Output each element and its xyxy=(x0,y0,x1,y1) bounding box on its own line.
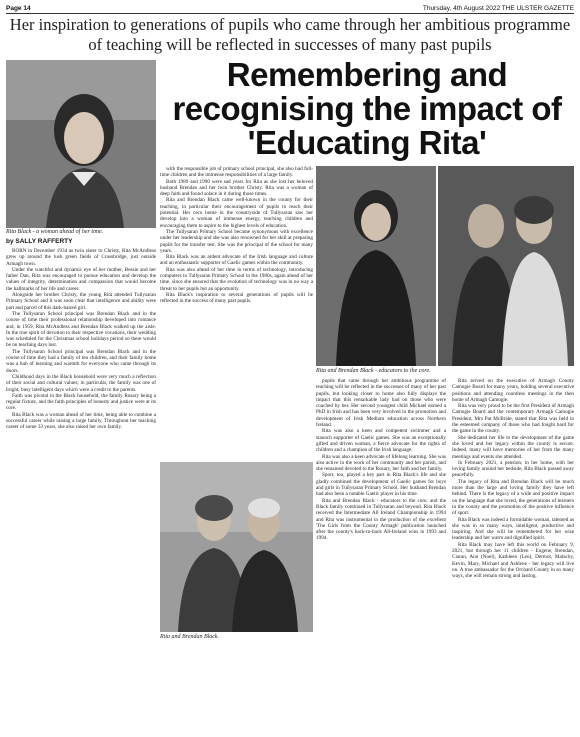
couple-photo xyxy=(160,462,313,632)
paragraph: Rita Black was a woman ahead of her time, being able to combine a successful career while raising a large family. Throughout her teaching career of some 33 years, she also raised her own family. xyxy=(6,411,156,431)
rita-portrait-illustration xyxy=(6,60,156,228)
rita-standing-illustration xyxy=(316,166,436,366)
paragraph: Faith was pivotal in the Black household, the family Rosary being a regular fixture, and the faith principles of honesty and justice were at its core. xyxy=(6,392,156,412)
article-column-4 xyxy=(452,378,574,733)
couple-caption: Rita and Brendan Black. xyxy=(160,634,220,640)
couple-illustration xyxy=(160,462,313,632)
paragraph: Rita Black was an ardent advocate of the Irish language and culture and an enthusiastic supporter of Gaelic games within the community. xyxy=(160,254,313,267)
rita-standing-photo xyxy=(316,166,436,366)
paragraph: Both 1989 and 1990 were sad years for Rita as she lost her beloved husband Brendan and her twin brother Christy. Rita was a woman of deep faith and found solace in it during those times. xyxy=(160,178,313,198)
paragraph: Rita Black's inspiration to several generations of pupils will be reflected in the success of many past pupils. xyxy=(160,291,313,305)
rita-and-brendan-photo xyxy=(438,166,574,366)
byline: by SALLY RAFFERTY xyxy=(6,238,73,245)
paragraph: with the responsible job of primary school principal, she also had full-time children and the immense responsibilities of a large family. xyxy=(160,166,313,179)
paragraph: Sport, too, played a key part in Rita Black's life and she gladly combined the development of Gaelic games for boys and girls in Tullysaran Primary School. Her husband Brendan had also been a notable Gaelic player in his time. xyxy=(316,472,446,498)
paragraph: The Tullysaran School principal was Brendan Black and in the course of time their professional relationship developed into romance and, in 1959, Rita McAndless and Brendan Black walked up the aisle. In the true spirit of devotion to their respective vocations, their wedding was scheduled for the Christmas school holidays period so there would be no teaching days lost. xyxy=(6,310,156,349)
page-number: Page 14 xyxy=(6,4,31,12)
paragraph: Rita and Brendan Black came well-known in the county for their teaching, in particular their encouragement of pupils to reach their potential. Her own home in the countryside of Tullysaran saw her develop into a woman of immense energy, teaching children and encouraging them to aspire to the highest levels of education. xyxy=(160,197,313,229)
paragraph: The Tullysaran Primary School became synonymous with excellence under her leadership and she was also renowned for her skill at preparing pupils for the transfer test. She was the principal of the school for many years. xyxy=(160,228,313,254)
paragraph: In February 2021, a pension, in her home, with her loving family around her bedside, Rita Black passed away peacefully. xyxy=(452,459,574,479)
page-header xyxy=(6,3,574,13)
paragraph: Rita was very proud to be the first President of Armagh Camogie Board and the contemporary Armagh Camogie President, Mrs Pat McBride, stated that Rita was held in the esteemed company of those who had fought hard for the game in the county. xyxy=(452,403,574,435)
rita-portrait-photo xyxy=(6,60,156,228)
paragraph: BORN in December 1934 as twin sister to Christy, Rita McAndless grew up around the lush green fields of Crossbridge, just outside Armagh town. xyxy=(6,248,156,267)
paragraph: She dedicated her life to the development of the game she loved and her legacy within the county is secure. Indeed, many will have memories of her from the many meetings and events she attended. xyxy=(452,434,574,460)
article-column-2b xyxy=(160,644,313,733)
paragraph: Under the watchful and dynamic eye of her mother, Bessie and her father Dan, Rita was encouraged to pursue education and develop the values of integrity, determination and compassion that would become the hallmarks of her life and career. xyxy=(6,266,156,292)
article-column-2 xyxy=(160,166,313,458)
paragraph: Rita was also a keen advocate of lifelong learning. She was also active in the work of her community and her parish, and she remained devoted to the Rosary, her faith and her family. xyxy=(316,453,446,473)
paragraph: Rita and Brendan Black - educators to the core, and the Black family continued in Tullysaran and beyond. Rita Black received the Intermediate All Ireland Championship in 1994 and Rita was instrumental in the production of the excellent 'The Girls from the County Armagh' publication launched after the county's back-to-back All-Ireland wins in 1993 and 1994. xyxy=(316,497,446,542)
paragraph: pupils that came through her ambitious programme of teaching will be reflected in the successes of many of her past pupils, but looking closer to home also fully displays the impact that this remarkable lady had on those who were coached by her. Her second youngest child Michael earned a PhD in Irish and has been very involved in the promotion and development of Irish Medium education across Northern Ireland. xyxy=(316,378,446,429)
paragraph: Rita Black was indeed a formidable woman, talented as she was in so many ways, intelligent, productive and inspiring. And she will be remembered for her wise leadership and her warm and dignified spirit. xyxy=(452,516,574,542)
standfirst: Her inspiration to generations of pupils who came through her ambitious programme of teaching will be reflected in successes of many past pupils xyxy=(9,15,571,54)
paragraph: The Tullysaran School principal was Brendan Black and in the course of time they had a family of ten children, and their family home was a hub of learning and warmth for everyone who came through its doors. xyxy=(6,348,156,374)
headline: Remembering and recognising the impact of 'Educating Rita' xyxy=(172,56,562,161)
rita-and-brendan-illustration xyxy=(438,166,574,366)
paragraph: The legacy of Rita and Brendan Black will be much more than the large and loving family they have left behind. There is the legacy of a wide and positive impact on the language that she loved, the generations of learners in the county and the promotion of the positive influence of sport. xyxy=(452,478,574,517)
header-rule xyxy=(6,13,574,14)
article-column-3 xyxy=(316,378,446,733)
paragraph: Childhood days in the Black household were very much a reflection of their social and cultural values; in particular, the family was one of bright, busy intelligent days which were a credit to the parents. xyxy=(6,373,156,393)
masthead-date: Thursday, 4th August 2022 THE ULSTER GAZETTE xyxy=(422,4,574,12)
paragraph: Rita was also ahead of her time in terms of technology, introducing computers to Tullysaran Primary School in the 1980s, again ahead of her time, since she ensured that the evolution of technology was in no way a threat to her pupils but an opportunity. xyxy=(160,266,313,292)
paragraph: Rita was also a keen and competent swimmer and a staunch supporter of Gaelic games. She was an exceptionally gifted and driven woman, a fierce advocate for the rights of children and a champion of the Irish language. xyxy=(316,428,446,454)
rita-portrait-caption: Rita Black - a woman ahead of her time. xyxy=(6,229,104,235)
educators-caption: Rita and Brendan Black - educators to the core. xyxy=(316,368,431,374)
paragraph: Rita Black may have left this world on February 9, 2021, but through her 11 children - Eugene, Brendan, Ciaran, Ann (Noel), Kathleen (Leo), Dermot, Malachy, Kevin, Mary, Michael and Ashlene - her legacy will live on. A true ambassador for the Orchard County in so many ways, she will remain strong and lasting. xyxy=(452,541,574,580)
paragraph: Rita served on the executive of Armagh County Camogie Board for many years, holding several executive positions and attending countless meetings in the then home of Armagh Camogie. xyxy=(452,378,574,403)
paragraph: Alongside her brother Christy, the young Rita attended Tullysaran Primary School and it was soon clear that intelligence and ability were part and parcel of this dark-haired girl. xyxy=(6,292,156,311)
article-column-1 xyxy=(6,248,156,733)
